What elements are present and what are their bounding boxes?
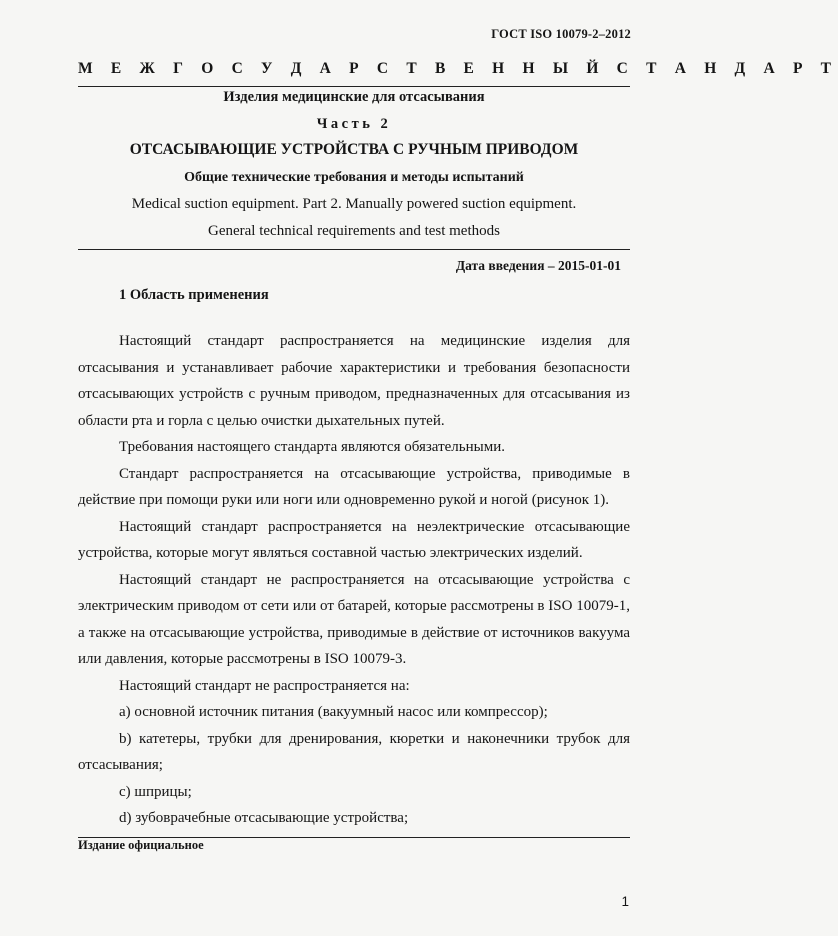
main-title: ОТСАСЫВАЮЩИЕ УСТРОЙСТВА С РУЧНЫМ ПРИВОДОМ (129, 141, 579, 158)
list-item: b) катетеры, трубки для дренирования, кюретки и наконечники трубок для отсасывания; (78, 730, 630, 773)
document-code: ГОСТ ISO 10079-2–2012 (491, 27, 631, 41)
header-rule (78, 86, 630, 87)
paragraph: Настоящий стандарт не распространяется на отсасывающие устройства с электрическим приводом от сети или от батарей, которые рассмотрены в ISO 10079-1, а также на отсасывающие устройства, приводимые в действие от источников вакуума или давления, которые рассмотрены в ISO 10079-3. (78, 571, 630, 667)
part-label: Часть 2 (316, 116, 392, 132)
title-line: Изделия медицинские для отсасывания (223, 89, 485, 105)
title-rule (78, 249, 630, 250)
page-number: 1 (621, 894, 629, 909)
section-body (78, 328, 630, 832)
english-title-line-2: General technical requirements and test methods (208, 223, 500, 239)
list-item: a) основной источник питания (вакуумный насос или компрессор); (119, 704, 548, 720)
list-item: d) зубоврачебные отсасывающие устройства; (119, 810, 409, 826)
section-heading: 1 Область применения (119, 287, 269, 303)
list-item: c) шприцы; (119, 783, 192, 800)
english-title-line-1: Medical suction equipment. Part 2. Manually powered suction equipment. (131, 196, 577, 212)
subtitle: Общие технические требования и методы испытаний (184, 170, 524, 185)
paragraph: Настоящий стандарт распространяется на неэлектрические отсасывающие устройства, которые могут являться составной частью электрических изделий. (78, 518, 630, 561)
paragraph: Настоящий стандарт не распространяется на: (119, 677, 410, 694)
interstate-standard-heading: М Е Ж Г О С У Д А Р С Т В Е Н Н Ы Й С Т А Н Д А Р Т (78, 60, 838, 77)
paragraph: Настоящий стандарт распространяется на медицинские изделия для отсасывания и устанавливает рабочие характеристики и требования безопасности отсасывающих устройств с ручным приводом, предназначенных для отсасывания из области рта и горла с целью очистки дыхательных путей. (78, 333, 630, 429)
official-edition-label: Издание официальное (78, 838, 204, 852)
introduction-date: Дата введения – 2015-01-01 (455, 258, 621, 273)
paragraph: Стандарт распространяется на отсасывающие устройства, приводимые в действие при помощи руки или ноги или одновременно рукой и ногой (рисунок 1). (78, 465, 630, 508)
paragraph: Требования настоящего стандарта являются обязательными. (119, 439, 505, 455)
